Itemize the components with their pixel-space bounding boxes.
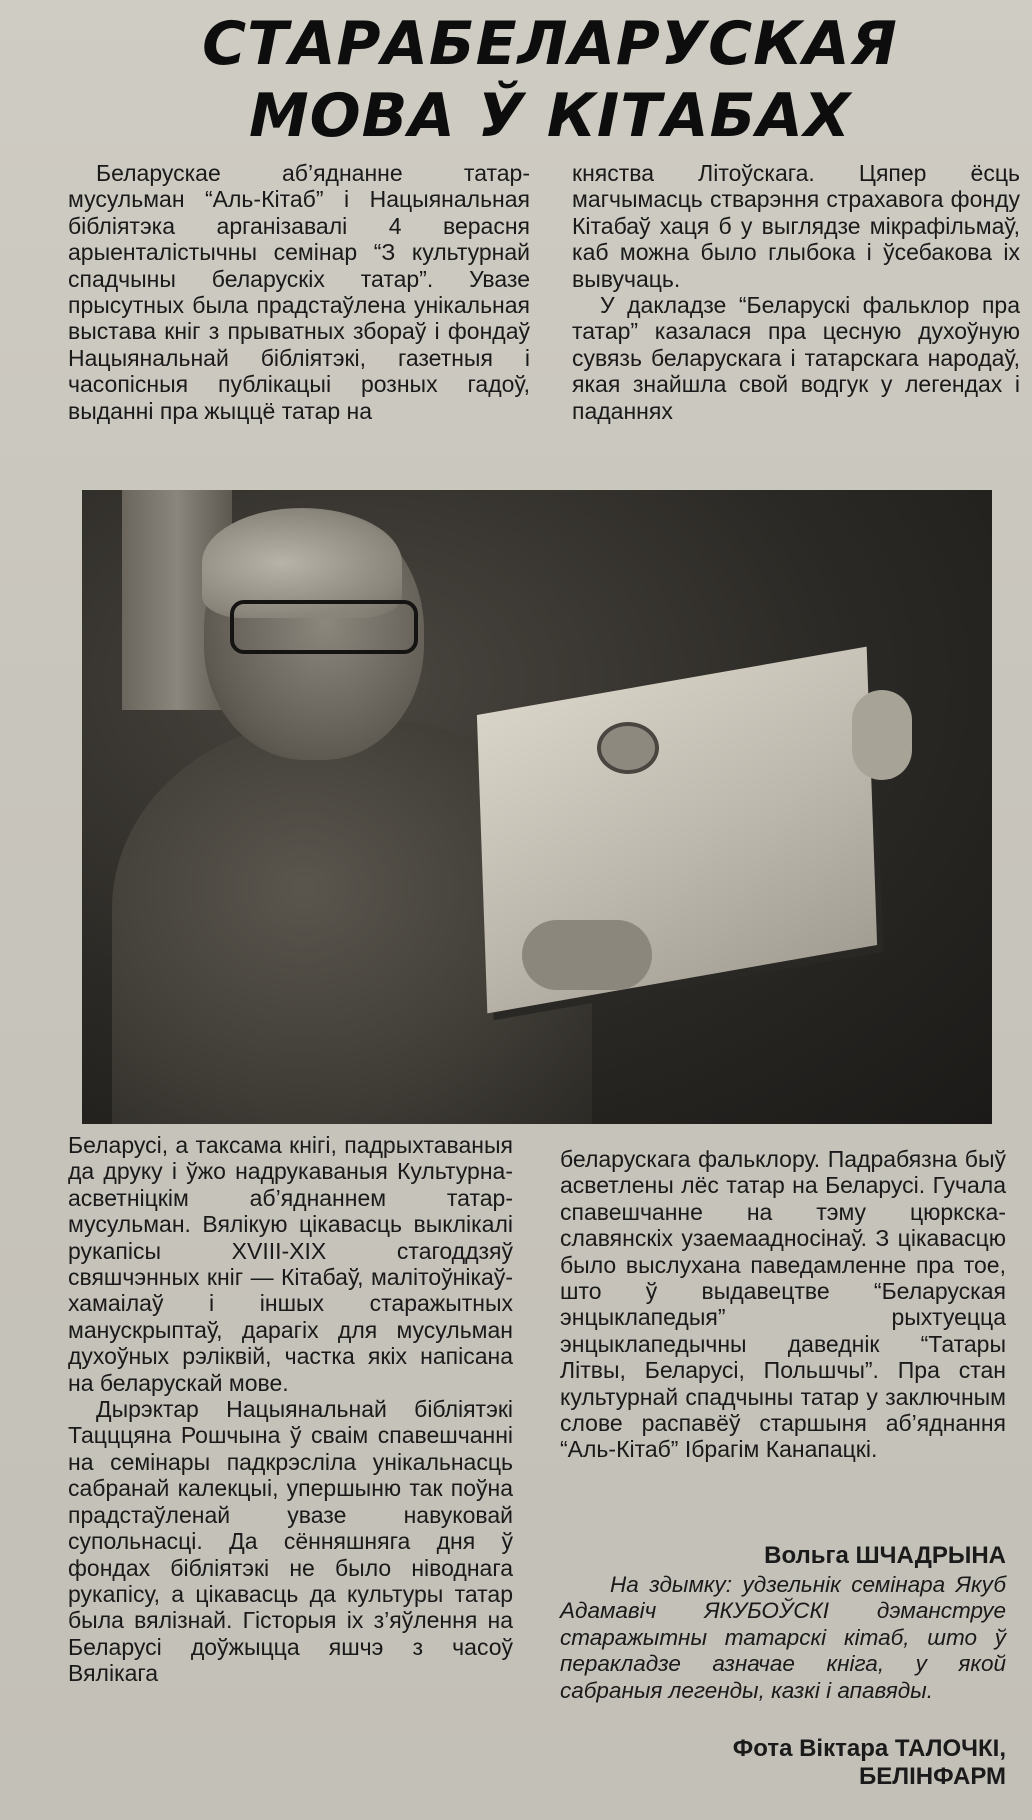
article-column-bottom-right [560, 1146, 1006, 1463]
photo-credit-line-2: БЕЛІНФАРМ [859, 1763, 1006, 1790]
headline-line-1: СТАРАБЕЛАРУСКАЯ [202, 9, 898, 79]
paragraph: У дакладзе “Беларускі фальклор пра татар” казалася пра цесную духоўную сувязь беларускага і татарскага народаў, якая знайшла свой водгук у легендах і паданнях [572, 292, 1020, 424]
photo-glasses [230, 600, 418, 654]
headline-line-2: МОВА Ў КІТАБАХ [248, 81, 852, 151]
news-photo [82, 490, 992, 1124]
photo-hand [522, 920, 652, 990]
paragraph: беларускага фальклору. Падрабязна быў асветлены лёс татар на Беларусі. Гучала спавешчанне на тэму цюркска-славянскіх узаемаадносінаў. З цікавасцю было выслухана паведамленне пра тое, што ў выдавецтве “Беларуская энцыклапедыя” рыхтуецца энцыклапедычны даведнік “Татары Літвы, Беларусі, Польшчы”. Пра стан культурнай спадчыны татар у заключным слове распавёў старшыня аб’яднання “Аль-Кітаб” Ібрагім Канапацкі. [560, 1146, 1006, 1463]
paragraph: Беларускае аб’яднанне татар-мусульман “Аль-Кітаб” і Нацыянальная бібліятэка арганізавалі 4 верасня арыенталістычны семінар “З культурнай спадчыны беларускіх татар”. Увазе прысутных была прадстаўлена унікальная выстава кніг з прыватных збораў і фондаў Нацыянальнай бібліятэкі, газетныя і часопісныя публікацыі розных гадоў, выданні пра жыццё татар на [68, 160, 530, 424]
paragraph: Дырэктар Нацыянальнай бібліятэкі Тацццяна Рошчына ў сваім спавешчанні на семінары падкрэсліла унікальнасць сабранай калекцыі, упершыню так поўна прадстаўленай увазе навуковай супольнасці. Да сённяшняга дня ў фондах бібліятэкі не было ніводнага рукапісу, а цікавасць да культуры татар была вялізнай. Гісторыя іх з’яўлення на Беларусі доўжыцца яшчэ з часоў Вялікага [68, 1396, 513, 1687]
photo-credit [560, 1735, 1006, 1791]
headline [150, 8, 950, 152]
article-column-top-left [68, 160, 530, 424]
photo-caption: На здымку: удзельнік семінара Якуб Адамавіч ЯКУБОЎСКІ дэманструе старажытны татарскі кітаб, што ў перакладзе азначае кніга, у якой сабраныя легенды, казкі і апавяды. [560, 1572, 1006, 1703]
photo-credit-line-1: Фота Віктара ТАЛОЧКІ, [732, 1735, 1006, 1762]
paragraph: Беларусі, а таксама кнігі, падрыхтаваныя да друку і ўжо надрукаваныя Культурна-асветніцкім аб’яднаннем татар-мусульман. Вялікую цікавасць выклікалі рукапісы XVIII-XIX стагоддзяў свяшчэнных кніг — Кітабаў, малітоўнікаў-хамаілаў і іншых старажытных манускрыптаў, дарагіх для мусульман духоўных рэліквій, частка якіх напісана на беларускай мове. [68, 1132, 513, 1396]
article-column-bottom-left [68, 1132, 513, 1687]
author-byline: Вольга ШЧАДРЫНА [764, 1542, 1006, 1569]
article-column-top-right [572, 160, 1020, 424]
photo-hand-right [852, 690, 912, 780]
paragraph: княства Літоўскага. Цяпер ёсць магчымасць стварэння страхавога фонду Кітабаў хаця б у выглядзе мікрафільмаў, каб можна было глыбока і ўсебакова іх вывучаць. [572, 160, 1020, 292]
photo-book-seal [597, 722, 659, 774]
